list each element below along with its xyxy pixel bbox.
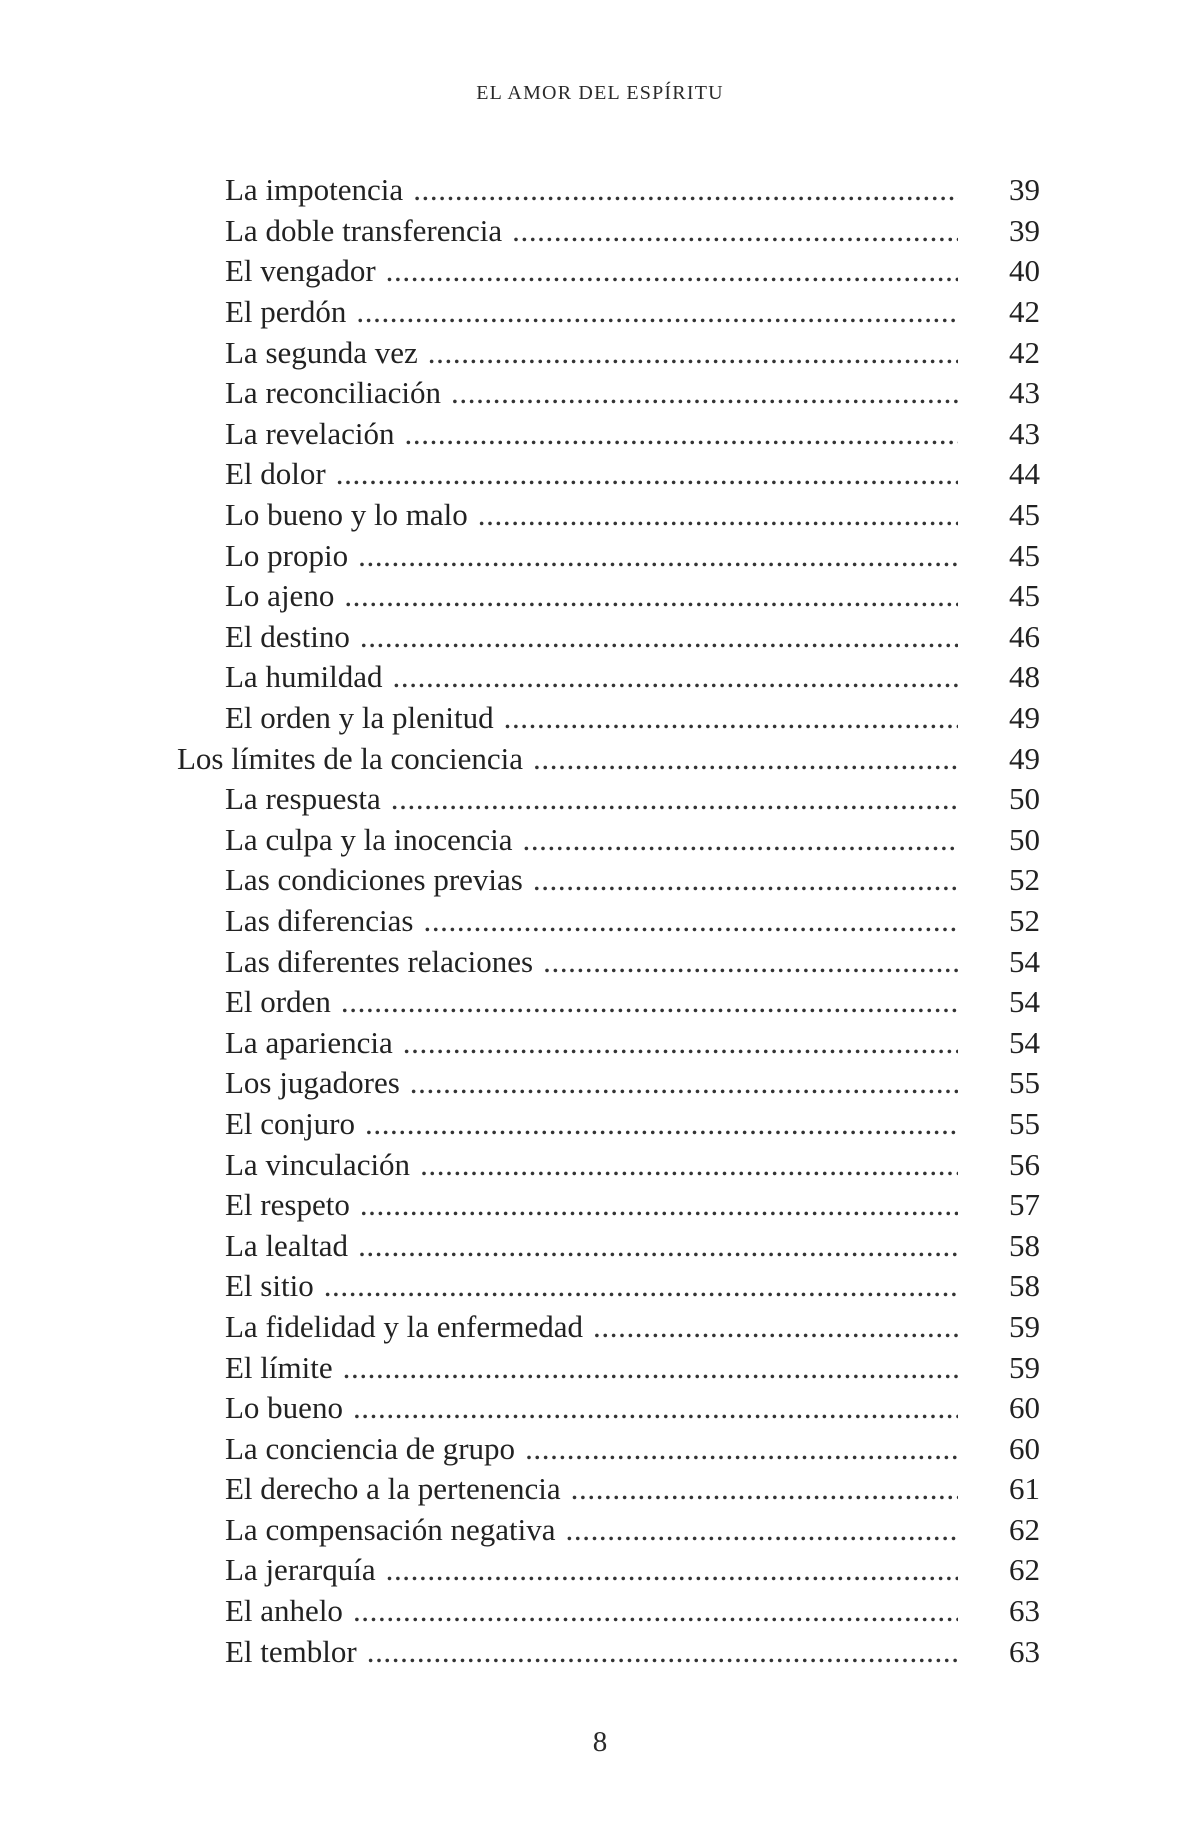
toc-entry-page: 42	[1009, 294, 1040, 330]
dot-leader	[420, 1145, 958, 1185]
dot-leader	[403, 1023, 958, 1063]
dot-leader	[423, 901, 958, 941]
toc-entry-title: El destino	[225, 618, 350, 654]
toc-entry	[0, 779, 1200, 820]
toc-entry-line	[225, 1388, 958, 1428]
toc-entry-page: 49	[1009, 700, 1040, 736]
toc-entry-line	[225, 454, 958, 494]
toc-entry-line	[177, 739, 958, 779]
toc-entry-page: 58	[1009, 1227, 1040, 1263]
dot-leader	[358, 536, 958, 576]
toc-entry-line	[225, 1145, 958, 1185]
toc-entry-title: Las diferencias	[225, 902, 414, 938]
dot-leader	[525, 1429, 958, 1469]
toc-entry	[0, 860, 1200, 901]
dot-leader	[353, 1591, 958, 1631]
toc-entry-title: La humildad	[225, 659, 383, 695]
toc-entry-title: El anhelo	[225, 1593, 343, 1629]
toc-entry	[0, 292, 1200, 333]
dot-leader	[533, 860, 958, 900]
toc-entry-page: 58	[1009, 1268, 1040, 1304]
toc-entry	[0, 1347, 1200, 1388]
toc-entry	[0, 1144, 1200, 1185]
toc-entry	[0, 211, 1200, 252]
toc-entry-line	[225, 1185, 958, 1225]
toc-entry-line	[225, 1429, 958, 1469]
dot-leader	[344, 576, 958, 616]
toc-entry	[0, 454, 1200, 495]
toc-entry-page: 39	[1009, 172, 1040, 208]
toc-entry-title: La lealtad	[225, 1227, 349, 1263]
toc-entry-title: El sitio	[225, 1268, 314, 1304]
dot-leader	[386, 1550, 958, 1590]
dot-leader	[451, 373, 958, 413]
dot-leader	[336, 454, 958, 494]
toc-entry-page: 62	[1009, 1511, 1040, 1547]
toc-entry	[0, 170, 1200, 211]
toc-entry-page: 50	[1009, 781, 1040, 817]
toc-entry-line	[225, 1104, 958, 1144]
toc-entry-line	[225, 333, 958, 373]
toc-entry-line	[225, 982, 958, 1022]
toc-entry-page: 55	[1009, 1105, 1040, 1141]
toc-entry-line	[225, 170, 958, 210]
toc-entry-page: 45	[1009, 578, 1040, 614]
dot-leader	[393, 657, 958, 697]
dot-leader	[522, 820, 958, 860]
toc-entry-line	[225, 1510, 958, 1550]
toc-entry	[0, 1266, 1200, 1307]
toc-entry	[0, 332, 1200, 373]
toc-entry-page: 57	[1009, 1187, 1040, 1223]
toc-entry-page: 48	[1009, 659, 1040, 695]
dot-leader	[571, 1469, 958, 1509]
toc-entry-title: La respuesta	[225, 781, 381, 817]
toc-entry-line	[225, 251, 958, 291]
dot-leader	[391, 779, 958, 819]
toc-entry-page: 45	[1009, 537, 1040, 573]
toc-entry-line	[225, 657, 958, 697]
toc-entry-line	[225, 1632, 958, 1672]
dot-leader	[478, 495, 958, 535]
toc-entry-page: 54	[1009, 943, 1040, 979]
dot-leader	[543, 942, 958, 982]
dot-leader	[365, 1104, 958, 1144]
toc-entry	[0, 1469, 1200, 1510]
toc-entry	[0, 657, 1200, 698]
toc-entry-title: El orden y la plenitud	[225, 700, 494, 736]
dot-leader	[343, 1348, 958, 1388]
toc-entry-page: 54	[1009, 1024, 1040, 1060]
toc-entry-line	[225, 617, 958, 657]
toc-entry-title: El orden	[225, 984, 331, 1020]
toc-entry	[0, 1550, 1200, 1591]
toc-entry-page: 54	[1009, 984, 1040, 1020]
dot-leader	[360, 617, 958, 657]
toc-entry-page: 43	[1009, 415, 1040, 451]
toc-entry-title: Las condiciones previas	[225, 862, 523, 898]
toc-entry	[0, 1063, 1200, 1104]
dot-leader	[405, 414, 958, 454]
toc-entry-line	[225, 942, 958, 982]
toc-entry	[0, 698, 1200, 739]
toc-entry-line	[225, 698, 958, 738]
dot-leader	[428, 333, 958, 373]
toc-entry-line	[225, 495, 958, 535]
toc-entry-title: El perdón	[225, 294, 347, 330]
toc-entry	[0, 1307, 1200, 1348]
dot-leader	[356, 292, 958, 332]
toc-entry-page: 50	[1009, 821, 1040, 857]
toc-entry-page: 60	[1009, 1390, 1040, 1426]
toc-entry	[0, 738, 1200, 779]
toc-entry	[0, 982, 1200, 1023]
toc-entry-title: El dolor	[225, 456, 326, 492]
toc-entry-title: Lo propio	[225, 537, 349, 573]
toc-entry-title: La conciencia de grupo	[225, 1430, 516, 1466]
toc-entry-page: 39	[1009, 212, 1040, 248]
toc-entry-title: El conjuro	[225, 1105, 355, 1141]
toc-entry-page: 60	[1009, 1430, 1040, 1466]
dot-leader	[386, 251, 958, 291]
toc-entry	[0, 617, 1200, 658]
dot-leader	[413, 170, 958, 210]
toc-entry-line	[225, 576, 958, 616]
toc-entry-title: El derecho a la pertenencia	[225, 1471, 561, 1507]
toc-entry-title: El vengador	[225, 253, 376, 289]
toc-entry-title: Lo bueno	[225, 1390, 343, 1426]
toc-entry-line	[225, 536, 958, 576]
toc-entry-page: 42	[1009, 334, 1040, 370]
toc-entry-page: 49	[1009, 740, 1040, 776]
toc-entry-page: 44	[1009, 456, 1040, 492]
toc-entry-title: Los límites de la conciencia	[177, 740, 524, 776]
toc-entry-line	[225, 860, 958, 900]
toc-entry-title: Las diferentes relaciones	[225, 943, 534, 979]
toc-entry	[0, 1225, 1200, 1266]
dot-leader	[353, 1388, 958, 1428]
toc-entry-line	[225, 1348, 958, 1388]
toc-entry-page: 59	[1009, 1349, 1040, 1385]
toc-entry-title: La apariencia	[225, 1024, 393, 1060]
toc-entry-title: La fidelidad y la enfermedad	[225, 1308, 584, 1344]
dot-leader	[533, 739, 958, 779]
toc-entry-line	[225, 1550, 958, 1590]
toc-entry	[0, 1022, 1200, 1063]
toc-entry-line	[225, 1063, 958, 1103]
toc-entry-title: La compensación negativa	[225, 1511, 556, 1547]
toc-entry-line	[225, 1469, 958, 1509]
toc-entry-line	[225, 1023, 958, 1063]
toc-entry-title: El límite	[225, 1349, 333, 1385]
dot-leader	[367, 1632, 958, 1672]
toc-entry-page: 40	[1009, 253, 1040, 289]
toc-entry-page: 46	[1009, 618, 1040, 654]
toc-entry-line	[225, 414, 958, 454]
toc-entry-page: 62	[1009, 1552, 1040, 1588]
dot-leader	[360, 1185, 958, 1225]
toc-entry-line	[225, 373, 958, 413]
dot-leader	[512, 211, 958, 251]
toc-entry	[0, 535, 1200, 576]
dot-leader	[504, 698, 958, 738]
toc-entry	[0, 1591, 1200, 1632]
toc-entry-title: Lo ajeno	[225, 578, 335, 614]
toc-entry-line	[225, 292, 958, 332]
table-of-contents	[0, 170, 1200, 1672]
toc-entry-page: 52	[1009, 902, 1040, 938]
toc-entry-line	[225, 1226, 958, 1266]
dot-leader	[593, 1307, 958, 1347]
toc-entry-title: El respeto	[225, 1187, 350, 1223]
toc-entry-title: La revelación	[225, 415, 395, 451]
toc-entry-line	[225, 211, 958, 251]
toc-entry-title: La segunda vez	[225, 334, 418, 370]
toc-entry	[0, 373, 1200, 414]
dot-leader	[358, 1226, 958, 1266]
toc-entry-page: 63	[1009, 1593, 1040, 1629]
toc-entry	[0, 941, 1200, 982]
toc-entry-page: 45	[1009, 497, 1040, 533]
toc-entry-page: 55	[1009, 1065, 1040, 1101]
toc-entry	[0, 1631, 1200, 1672]
toc-entry-line	[225, 1591, 958, 1631]
toc-entry-page: 52	[1009, 862, 1040, 898]
toc-entry-title: La doble transferencia	[225, 212, 503, 248]
toc-entry	[0, 1510, 1200, 1551]
toc-entry-page: 59	[1009, 1308, 1040, 1344]
toc-entry-line	[225, 779, 958, 819]
dot-leader	[410, 1063, 958, 1103]
toc-entry-title: La vinculación	[225, 1146, 411, 1182]
toc-entry-title: Los jugadores	[225, 1065, 400, 1101]
toc-entry	[0, 414, 1200, 455]
toc-entry-title: La jerarquía	[225, 1552, 376, 1588]
toc-entry-title: La reconciliación	[225, 375, 442, 411]
dot-leader	[324, 1266, 958, 1306]
toc-entry-page: 61	[1009, 1471, 1040, 1507]
toc-entry	[0, 1104, 1200, 1145]
toc-entry	[0, 1388, 1200, 1429]
running-header: EL AMOR DEL ESPÍRITU	[476, 82, 724, 104]
dot-leader	[566, 1510, 958, 1550]
toc-entry-page: 63	[1009, 1633, 1040, 1669]
toc-entry-page: 56	[1009, 1146, 1040, 1182]
toc-entry	[0, 251, 1200, 292]
page-number: 8	[592, 1726, 608, 1758]
toc-entry-page: 43	[1009, 375, 1040, 411]
toc-entry-title: La culpa y la inocencia	[225, 821, 513, 857]
dot-leader	[341, 982, 958, 1022]
toc-entry	[0, 820, 1200, 861]
toc-entry	[0, 901, 1200, 942]
toc-entry	[0, 1428, 1200, 1469]
toc-entry-title: La impotencia	[225, 172, 404, 208]
toc-entry-title: Lo bueno y lo malo	[225, 497, 468, 533]
toc-entry	[0, 576, 1200, 617]
toc-entry-line	[225, 1266, 958, 1306]
toc-entry-line	[225, 901, 958, 941]
toc-entry-line	[225, 820, 958, 860]
toc-entry-title: El temblor	[225, 1633, 357, 1669]
toc-entry	[0, 1185, 1200, 1226]
toc-entry-line	[225, 1307, 958, 1347]
toc-entry	[0, 495, 1200, 536]
